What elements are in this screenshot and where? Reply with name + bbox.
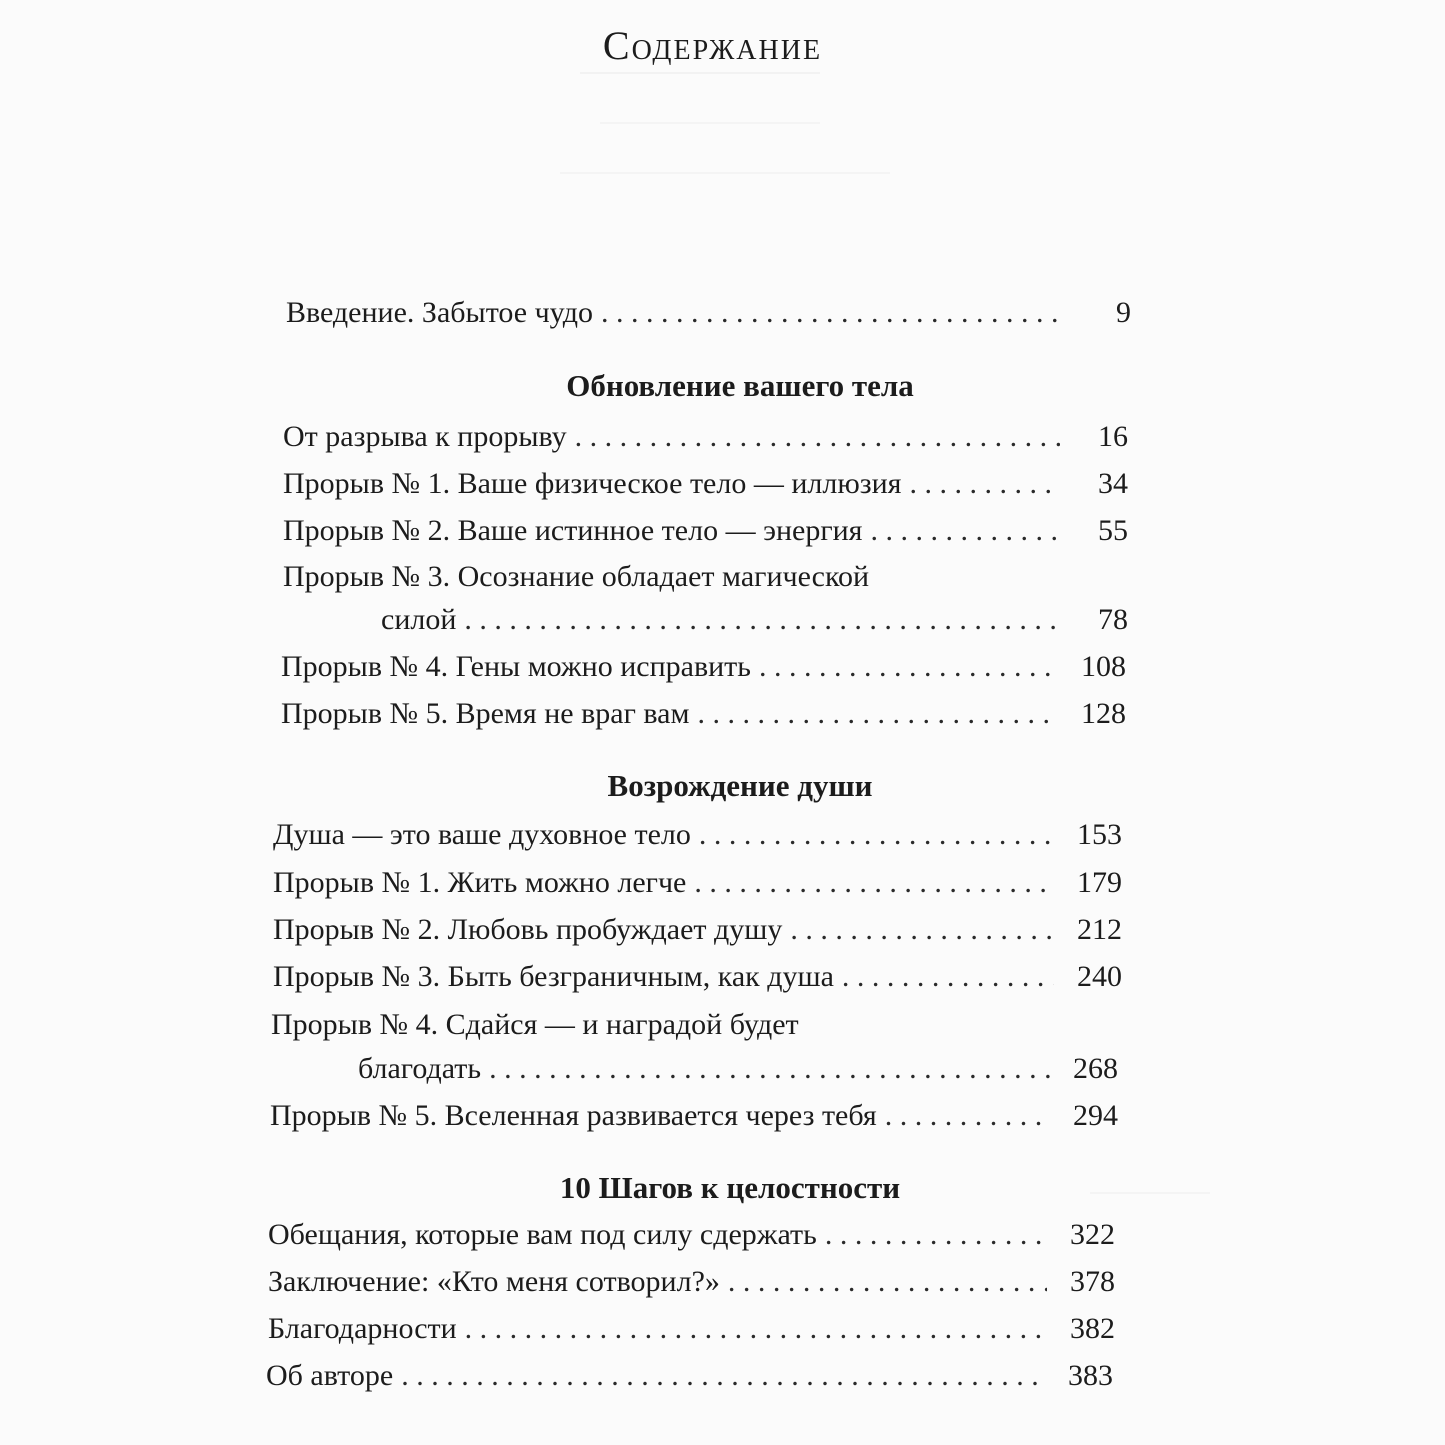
leader-dots: [759, 650, 1058, 684]
section-heading: Возрождение души: [607, 768, 873, 803]
leader-dots: [842, 960, 1054, 994]
toc-entry: [283, 467, 1128, 507]
toc-entry-label: Введение. Забытое чудо: [286, 296, 594, 329]
toc-entry-page: 240: [1077, 960, 1122, 993]
toc-entry: [283, 420, 1128, 460]
toc-entry: [266, 1359, 1113, 1399]
toc-entry: [273, 818, 1122, 858]
toc-entry-intro: [286, 296, 1131, 336]
toc-entry-label: Прорыв № 3. Быть безграничным, как душа: [273, 960, 834, 993]
toc-entry: [273, 866, 1122, 906]
toc-entry: [268, 1218, 1115, 1258]
toc-entry: [281, 697, 1126, 737]
toc-entry-page: 34: [1098, 467, 1128, 500]
toc-entry-page: 382: [1070, 1312, 1115, 1345]
toc-entry: [273, 913, 1122, 953]
toc-entry-label: Прорыв № 2. Ваше истинное тело — энергия: [283, 514, 863, 547]
leader-dots: [909, 467, 1060, 501]
toc-entry-page: 383: [1068, 1359, 1113, 1392]
leader-dots: [790, 913, 1054, 947]
toc-entry-label: Об авторе: [266, 1359, 394, 1392]
leader-dots: [885, 1099, 1050, 1133]
leader-dots: [575, 420, 1060, 454]
leader-dots: [489, 1052, 1050, 1086]
toc-entry: [358, 1052, 1118, 1092]
toc-entry-page: 55: [1098, 514, 1128, 547]
toc-entry-label: Благодарности: [268, 1312, 457, 1345]
toc-entry-label: Прорыв № 5. Время не враг вам: [281, 697, 690, 730]
toc-entry-page: 179: [1077, 866, 1122, 899]
toc-entry: [268, 1265, 1115, 1305]
toc-entry: [283, 514, 1128, 554]
toc-entry-page: 78: [1098, 603, 1128, 636]
toc-entry-page: 128: [1081, 697, 1126, 730]
toc-entry-page: 108: [1081, 650, 1126, 683]
toc-entry-label: благодать: [358, 1052, 482, 1085]
toc-entry-page: 212: [1077, 913, 1122, 946]
toc-entry-page: 268: [1073, 1052, 1118, 1085]
toc-entry-label-line1: Прорыв № 4. Сдайся — и наградой будет: [271, 1008, 799, 1041]
leader-dots: [697, 697, 1058, 731]
leader-dots: [870, 514, 1060, 548]
leader-dots: [694, 866, 1054, 900]
toc-entry: [281, 650, 1126, 690]
page-title: Содержание: [602, 23, 823, 68]
section-heading: 10 Шагов к целостности: [559, 1170, 901, 1205]
toc-entry-label: Прорыв № 5. Вселенная развивается через тебя: [270, 1099, 877, 1132]
toc-entry-page: 9: [1116, 296, 1131, 329]
toc-entry: [270, 1099, 1118, 1139]
leader-dots: [728, 1265, 1047, 1299]
show-through-text: [600, 110, 820, 136]
toc-entry-label: Прорыв № 1. Жить можно легче: [273, 866, 687, 899]
show-through-text: [1090, 1180, 1210, 1206]
toc-entry: [273, 960, 1122, 1000]
toc-entry-label-line1: Прорыв № 3. Осознание обладает магической: [283, 560, 870, 593]
toc-entry-label: Заключение: «Кто меня сотворил?»: [268, 1265, 720, 1298]
section-heading: Обновление вашего тела: [566, 368, 914, 403]
toc-entry-page: 16: [1098, 420, 1128, 453]
toc-entry-page: 294: [1073, 1099, 1118, 1132]
toc-entry-label: Душа — это ваше духовное тело: [273, 818, 691, 851]
toc-entry-page: 153: [1077, 818, 1122, 851]
toc-entry-page: 378: [1070, 1265, 1115, 1298]
toc-entry-label: От разрыва к прорыву: [283, 420, 567, 453]
toc-entry: [381, 603, 1128, 643]
leader-dots: [699, 818, 1054, 852]
leader-dots: [464, 603, 1060, 637]
toc-entry: [268, 1312, 1115, 1352]
toc-entry-label: Обещания, которые вам под силу сдержать: [268, 1218, 817, 1251]
toc-entry-label: силой: [381, 603, 457, 636]
toc-entry-label: Прорыв № 2. Любовь пробуждает душу: [273, 913, 783, 946]
leader-dots: [401, 1359, 1045, 1393]
leader-dots: [465, 1312, 1047, 1346]
show-through-text: [560, 160, 890, 186]
toc-entry-label: Прорыв № 4. Гены можно исправить: [281, 650, 751, 683]
leader-dots: [601, 296, 1063, 330]
leader-dots: [825, 1218, 1047, 1252]
toc-entry-label: Прорыв № 1. Ваше физическое тело — иллюзия: [283, 467, 902, 500]
toc-entry-page: 322: [1070, 1218, 1115, 1251]
